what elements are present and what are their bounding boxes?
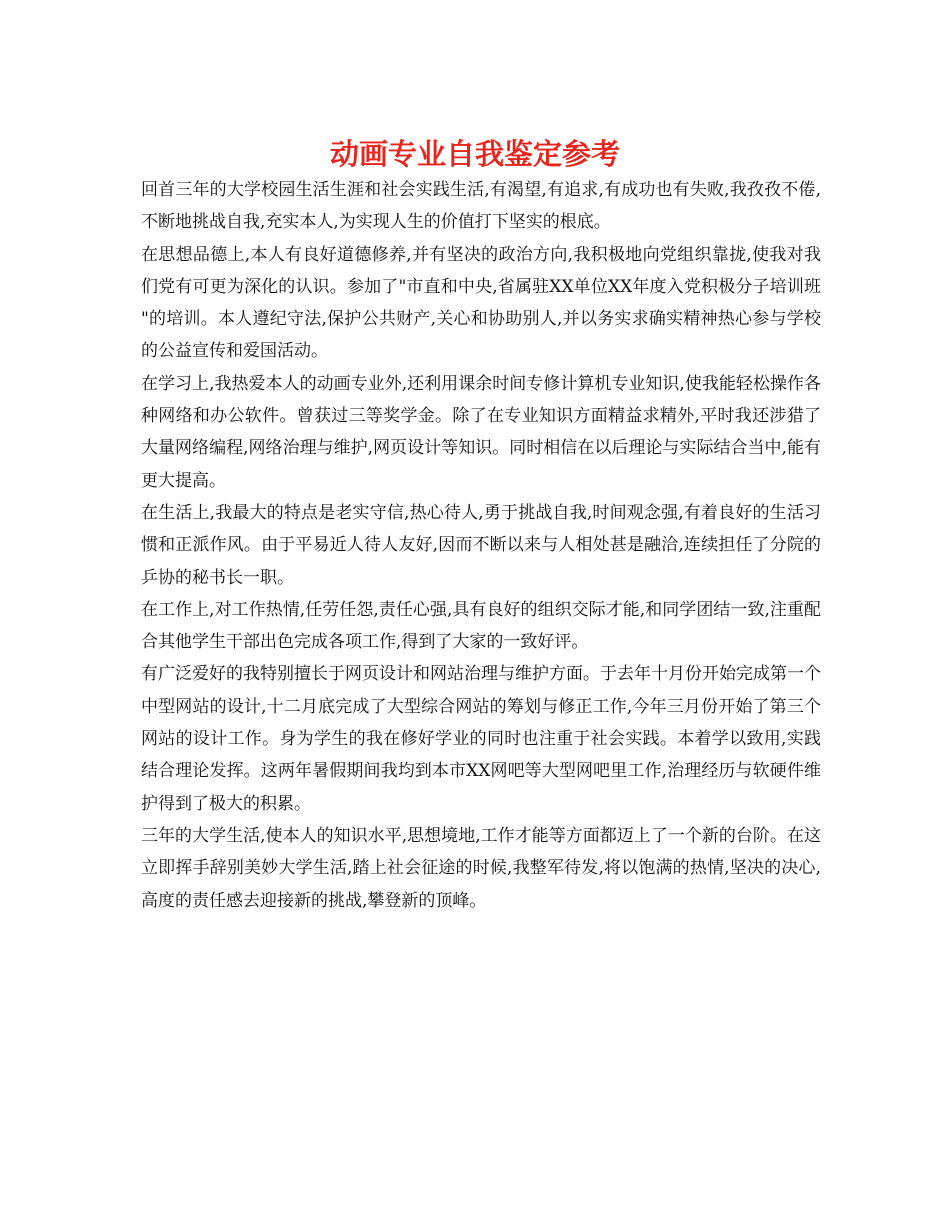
paragraph-study: 在学习上,我热爱本人的动画专业外,还利用课余时间专修计算机专业知识,使我能轻松操作各种网络和办公软件。曾获过三等奖学金。除了在专业知识方面精益求精外,平时我还涉猎了大量网络编程,网络治理与维护,网页设计等知识。同时相信在以后理论与实际结合当中,能有更大提高。 <box>141 373 821 491</box>
paragraph-ideology: 在思想品德上,本人有良好道德修养,并有坚决的政治方向,我积极地向党组织靠拢,使我对我们党有可更为深化的认识。参加了"市直和中央,省属驻XX单位XX年度入党积极分子培训班"的培训。本人遵纪守法,保护公共财产,关心和协助别人,并以务实求确实精神热心参与学校的公益宣传和爱国活动。 <box>141 244 821 362</box>
paragraph-intro: 回首三年的大学校园生活生涯和社会实践生活,有渴望,有追求,有成功也有失败,我孜孜不倦,不断地挑战自我,充实本人,为实现人生的价值打下坚实的根底。 <box>141 180 821 233</box>
paragraph-work: 在工作上,对工作热情,任劳任怨,责任心强,具有良好的组织交际才能,和同学团结一致,注重配合其他学生干部出色完成各项工作,得到了大家的一致好评。 <box>141 599 821 653</box>
document-body <box>141 174 821 917</box>
document-title: 动画专业自我鉴定参考 <box>329 137 620 171</box>
paragraph-life: 在生活上,我最大的特点是老实守信,热心待人,勇于挑战自我,时间观念强,有着良好的生活习惯和正派作风。由于平易近人待人友好,因而不断以来与人相处甚是融洽,连续担任了分院的乒协的秘书长一职。 <box>141 502 821 588</box>
paragraph-conclusion: 三年的大学生活,使本人的知识水平,思想境地,工作才能等方面都迈上了一个新的台阶。在这立即挥手辞别美妙大学生活,踏上社会征途的时候,我整军待发,将以饱满的热情,坚决的决心,高度的责任感去迎接新的挑战,攀登新的顶峰。 <box>141 825 821 911</box>
paragraph-hobbies: 有广泛爱好的我特别擅长于网页设计和网站治理与维护方面。于去年十月份开始完成第一个中型网站的设计,十二月底完成了大型综合网站的筹划与修正工作,今年三月份开始了第三个网站的设计工作。身为学生的我在修好学业的同时也注重于社会实践。本着学以致用,实践结合理论发挥。这两年暑假期间我均到本市XX网吧等大型网吧里工作,治理经历与软硬件维护得到了极大的积累。 <box>141 664 821 814</box>
